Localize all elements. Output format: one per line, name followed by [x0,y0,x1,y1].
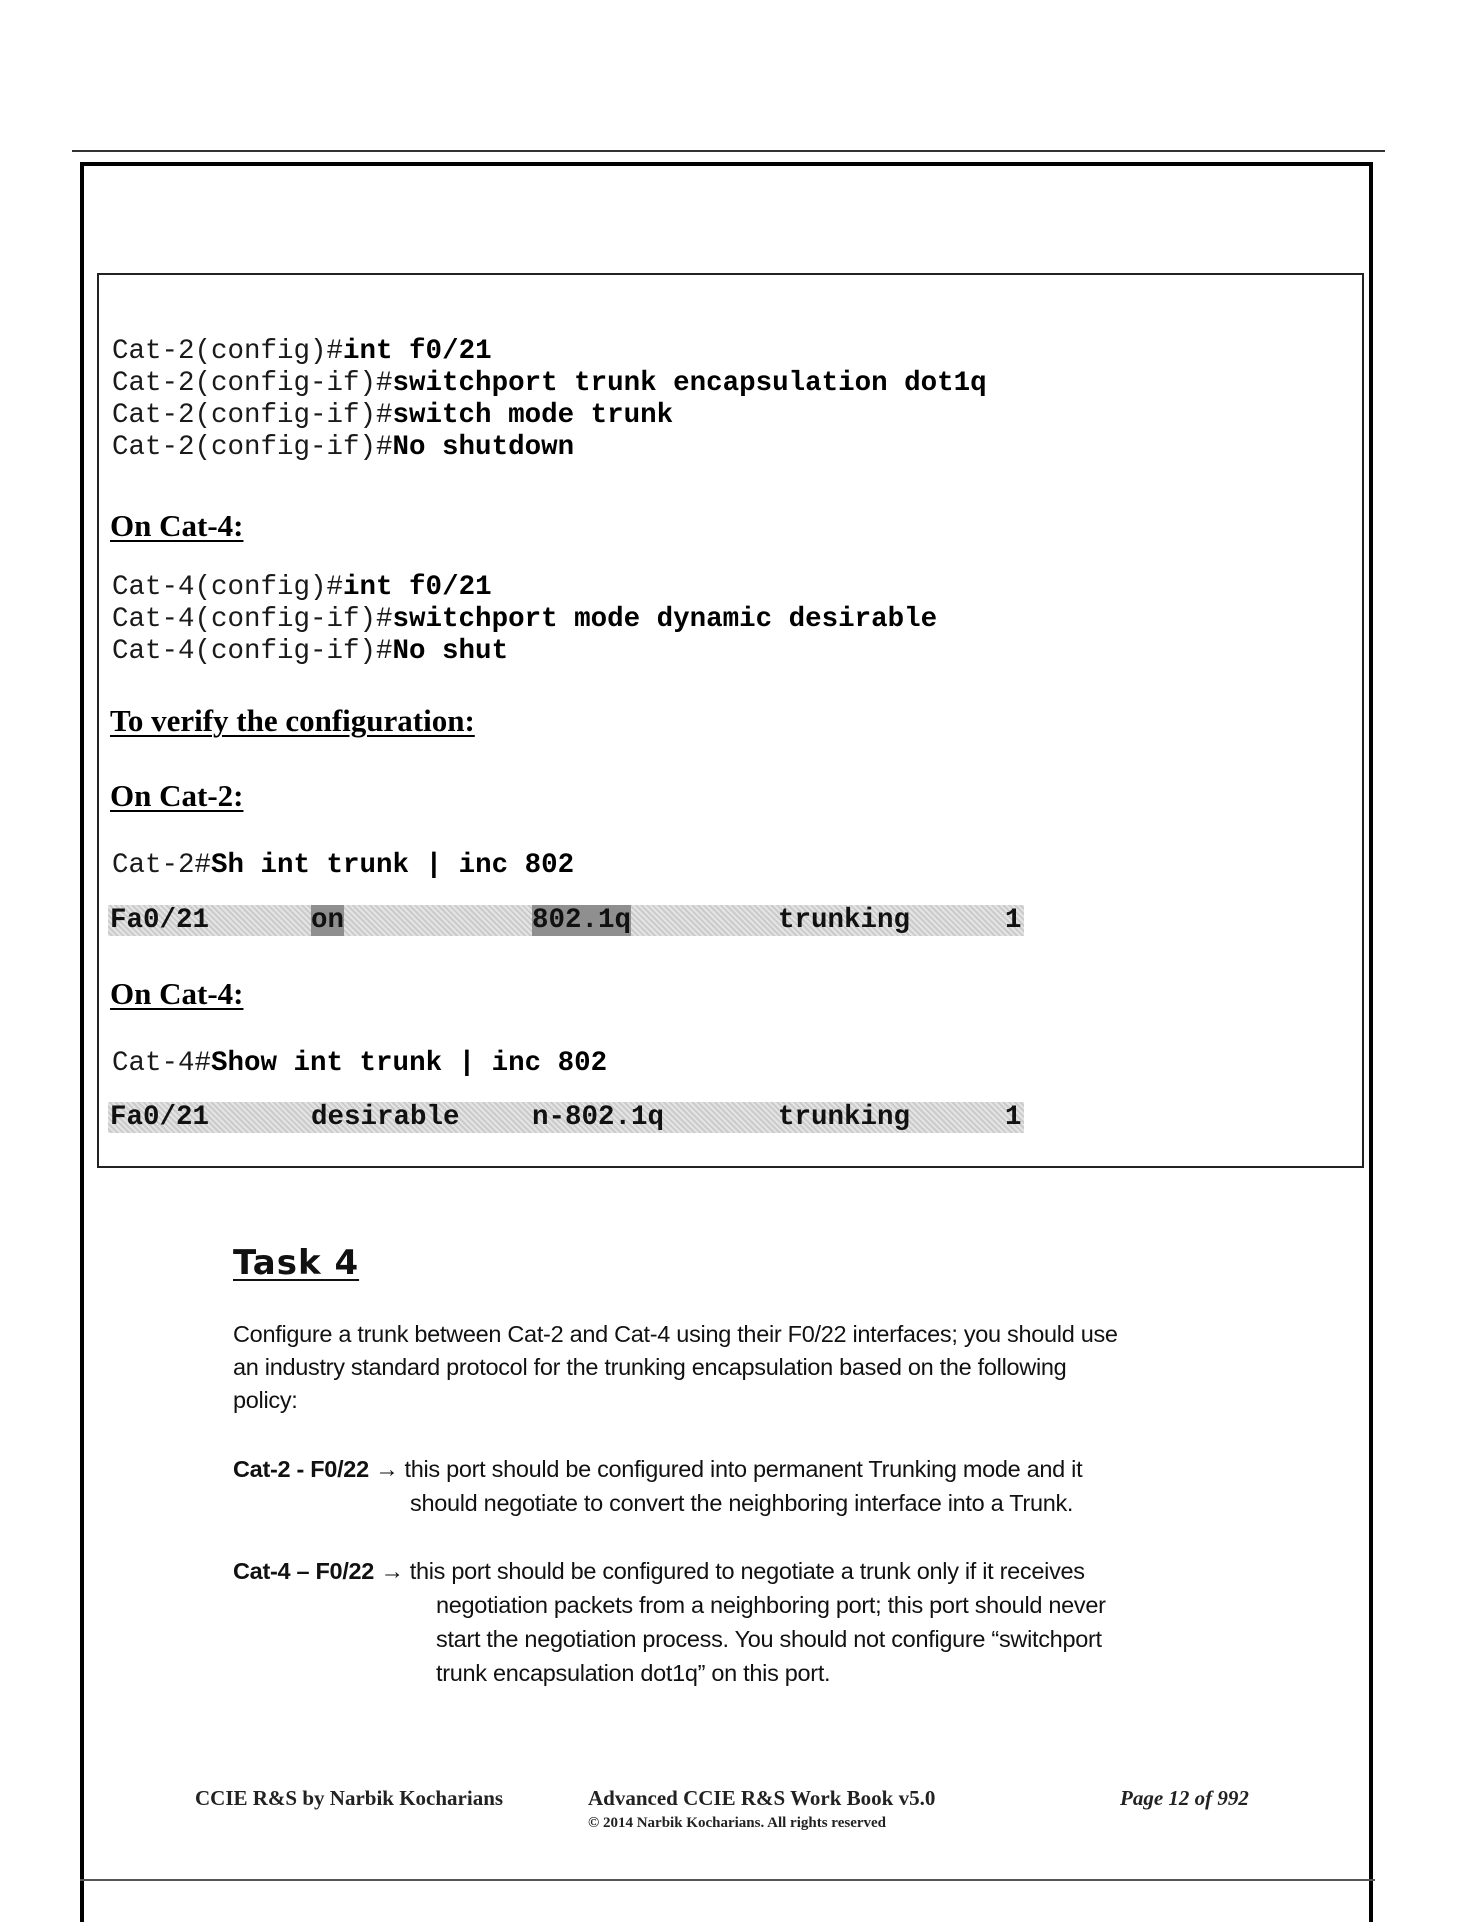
code-line [112,336,492,368]
policy-label: Cat-4 – F0/22 [233,1558,375,1584]
policy-text-line: trunk encapsulation dot1q” on this port. [436,1660,831,1686]
prompt: Cat-2(config-if)# [112,368,393,399]
prompt: Cat-2(config-if)# [112,400,393,431]
section-heading: To verify the configuration: [110,703,475,738]
command: switch mode trunk [392,400,674,431]
code-line [112,636,508,668]
mode: on [311,905,345,936]
port: Fa0/21 [110,905,210,936]
policy-text: this port should be configured into permanent Trunking mode and it [404,1456,1083,1482]
encapsulation: 802.1q [532,905,632,936]
command: No shutdown [392,432,575,463]
policy-label: Cat-2 - F0/22 [233,1456,369,1482]
section-heading: On Cat-2: [110,778,244,813]
policy-text-line: negotiation packets from a neighboring port; this port should never [436,1592,1106,1618]
policy-text-line: start the negotiation process. You should not configure “switchport [436,1626,1102,1652]
encapsulation: n-802.1q [532,1102,665,1133]
output-row [108,905,1024,936]
command: No shut [392,636,509,667]
code-line [112,400,673,432]
section-heading: On Cat-4: [110,508,244,543]
status: trunking [778,1102,911,1133]
task-intro-line: Configure a trunk between Cat-2 and Cat-4 using their F0/22 interfaces; you should use [233,1321,1118,1347]
footer-author: CCIE R&S by Narbik Kocharians [195,1786,504,1810]
prompt: Cat-2# [112,850,212,881]
command: switchport trunk encapsulation dot1q [392,368,987,399]
native-vlan: 1 [1005,1102,1022,1133]
policy-text: this port should be configured to negotiate a trunk only if it receives [409,1558,1085,1584]
prompt: Cat-2(config)# [112,336,344,367]
verify-command [112,850,574,882]
status: trunking [778,905,911,936]
task-intro-line: policy: [233,1387,298,1413]
output-row [108,1102,1024,1133]
command: Sh int trunk | inc 802 [211,850,575,881]
prompt: Cat-4(config-if)# [112,636,393,667]
code-line [112,368,987,400]
header-rule [72,150,1385,152]
code-line [112,604,937,636]
command: int f0/21 [343,572,492,603]
prompt: Cat-2(config-if)# [112,432,393,463]
task-title: Task 4 [233,1243,360,1283]
page-number: Page 12 of 992 [1120,1786,1249,1810]
arrow-right-icon: → [375,1456,399,1482]
code-line [112,572,492,604]
task-intro-line: an industry standard protocol for the trunking encapsulation based on the following [233,1354,1067,1380]
command: Show int trunk | inc 802 [211,1048,608,1079]
prompt: Cat-4(config)# [112,572,344,603]
command: int f0/21 [343,336,492,367]
footer-copyright: © 2014 Narbik Kocharians. All rights reserved [588,1815,887,1831]
footer-book-title: Advanced CCIE R&S Work Book v5.0 [588,1786,936,1810]
mode: desirable [311,1102,460,1133]
policy-item [233,1555,1085,1588]
arrow-right-icon: → [380,1558,404,1584]
prompt: Cat-4# [112,1048,212,1079]
verify-command [112,1048,607,1080]
command: switchport mode dynamic desirable [392,604,938,635]
native-vlan: 1 [1005,905,1022,936]
section-heading: On Cat-4: [110,976,244,1011]
port: Fa0/21 [110,1102,210,1133]
policy-item [233,1453,1082,1486]
policy-text-line: should negotiate to convert the neighboring interface into a Trunk. [410,1490,1074,1516]
page-frame-bottom [80,1879,1375,1881]
code-line [112,432,574,464]
prompt: Cat-4(config-if)# [112,604,393,635]
